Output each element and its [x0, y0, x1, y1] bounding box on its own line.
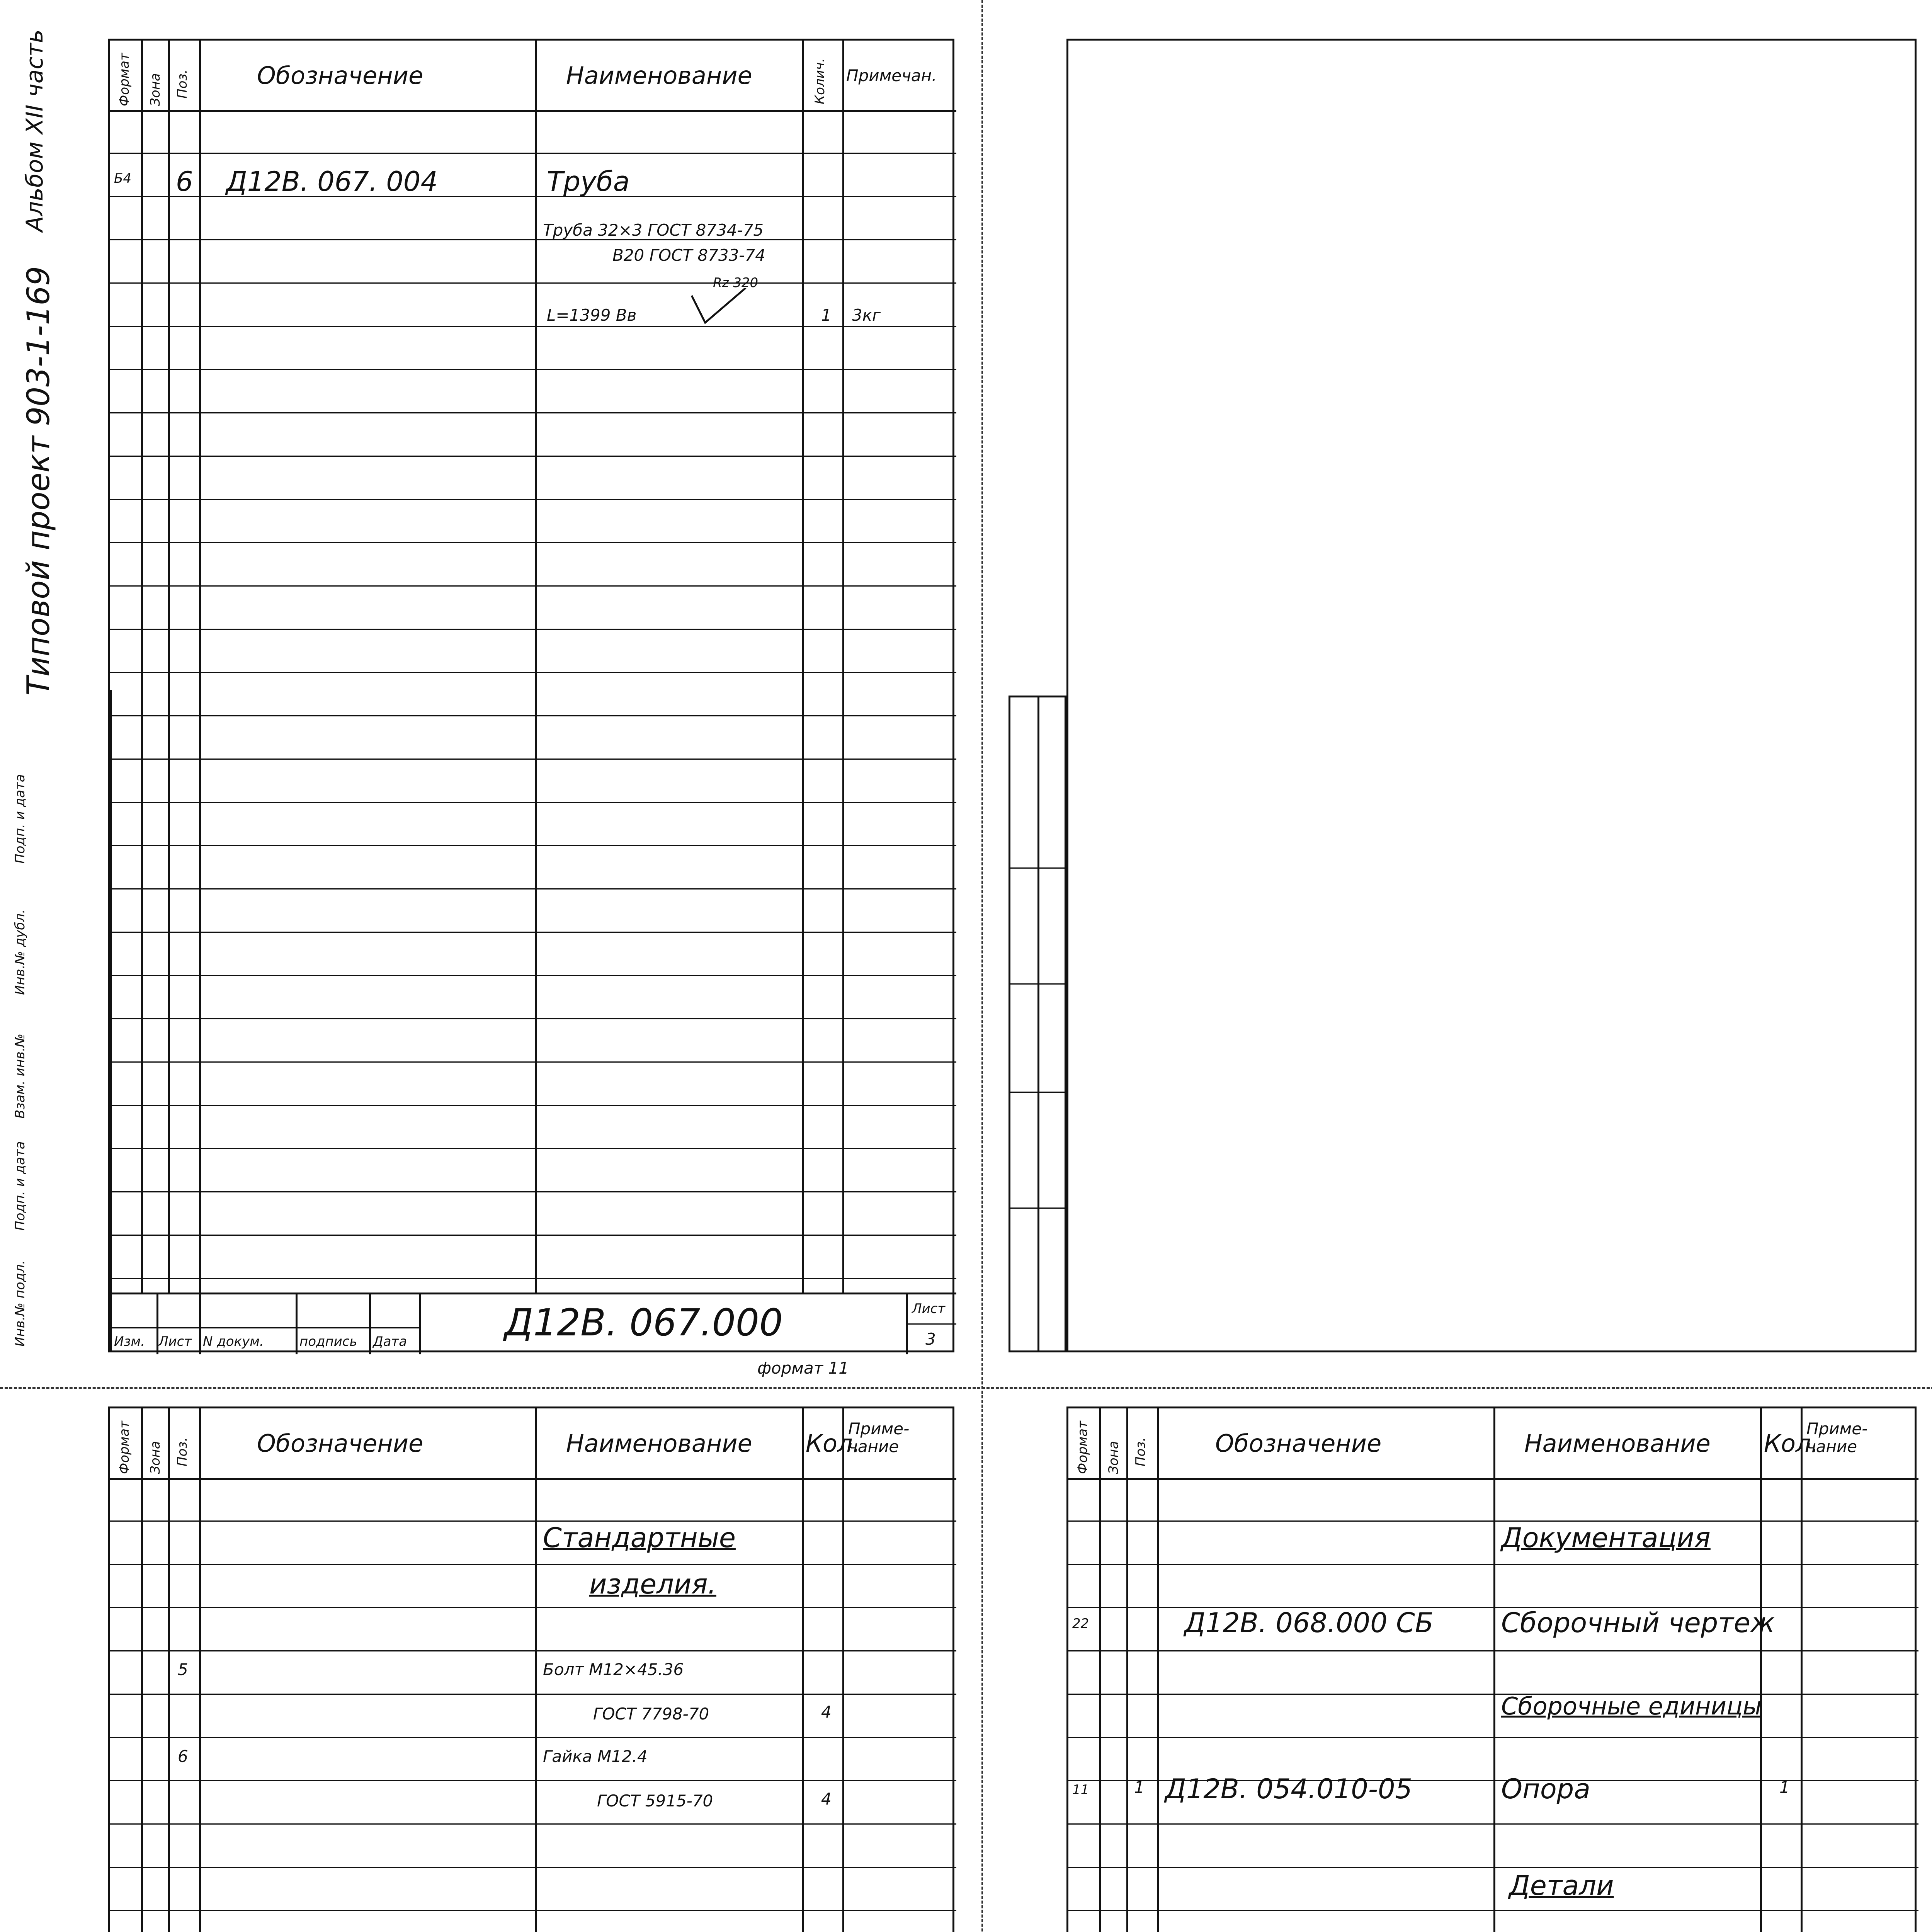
album-label: Альбом XII часть — [21, 29, 48, 232]
stamp-data: Дата — [373, 1334, 407, 1349]
table-row-line — [110, 412, 956, 413]
table-row-line — [1068, 1564, 1918, 1565]
table-row-line — [1068, 1520, 1918, 1522]
table-row-line — [1068, 1694, 1918, 1695]
col-kol: Колич. — [812, 58, 828, 104]
table-row-line — [110, 932, 956, 933]
stamp-ndokum: N докум. — [203, 1334, 264, 1349]
col-poz: Поз. — [175, 69, 190, 99]
stamp-list: Лист — [158, 1334, 192, 1349]
table-row-line — [110, 1694, 956, 1695]
table-row-line — [110, 1520, 956, 1522]
col-format: Формат — [117, 53, 132, 106]
table-row-line — [110, 239, 956, 240]
table-row-line — [110, 1191, 956, 1192]
format-note: формат 11 — [757, 1359, 849, 1378]
col-primech: Примечан. — [846, 66, 937, 85]
row-name: Труба 32×3 ГОСТ 8734-75 — [543, 221, 764, 240]
row-name: Гайка М12.4 — [543, 1747, 648, 1766]
table-row-line — [110, 1780, 956, 1781]
table-row-line — [1068, 1737, 1918, 1738]
table-row-line — [110, 1235, 956, 1236]
table-row-line — [110, 1278, 956, 1279]
table-row-line — [110, 759, 956, 760]
sheet-3 — [108, 1406, 954, 1932]
side-label-podp: Подп. и дата — [12, 774, 28, 864]
table-row-line — [110, 153, 956, 154]
row-poz: 6 — [176, 166, 193, 197]
side-strip — [1009, 696, 1066, 1352]
row-format: Б4 — [114, 171, 131, 186]
roughness-symbol — [690, 288, 748, 327]
table-row-line — [110, 802, 956, 803]
table-row-line — [110, 1564, 956, 1565]
row-kol: 4 — [821, 1702, 832, 1721]
col-naimenovanie: Наименование — [1524, 1429, 1711, 1458]
side-label-inv-dubl: Инв.№ дубл. — [12, 909, 28, 995]
stamp-list-no: 3 — [925, 1330, 936, 1349]
col-poz: Поз. — [1133, 1437, 1148, 1466]
row-name: Болт М12×45.36 — [543, 1660, 684, 1679]
table-row-line — [110, 1607, 956, 1608]
row-poz: 5 — [178, 1660, 188, 1679]
section-assembly: Сборочные единицы — [1501, 1692, 1762, 1720]
table-row-line — [1068, 1867, 1918, 1868]
row-format: 22 — [1072, 1616, 1089, 1631]
col-poz: Поз. — [175, 1437, 190, 1466]
row-oboznachenie: Д12В. 054.010-05 — [1165, 1773, 1413, 1805]
table-row-line — [1068, 1650, 1918, 1651]
col-format: Формат — [1075, 1421, 1090, 1474]
section-parts: Детали — [1509, 1870, 1614, 1901]
row-poz: 6 — [178, 1747, 188, 1766]
table-row-line — [1068, 1780, 1918, 1781]
row-name: Сборочный чертеж — [1501, 1607, 1775, 1639]
row-oboznachenie: Д12В. 068.000 СБ — [1184, 1607, 1434, 1639]
row-name: ГОСТ 5915-70 — [597, 1791, 713, 1810]
side-label-inv-podl: Инв.№ подл. — [12, 1260, 28, 1347]
col-kol: Кол. — [1764, 1429, 1819, 1458]
table-row-line — [110, 845, 956, 846]
project-number: Типовой проект 903-1-169 — [20, 266, 56, 696]
col-zona: Зона — [148, 73, 163, 106]
table-row-line — [110, 629, 956, 630]
col-naimenovanie: Наименование — [566, 61, 752, 90]
row-name: Опора — [1501, 1773, 1591, 1805]
row-prim: 3кг — [852, 306, 881, 325]
table-row-line — [110, 715, 956, 716]
table-row-line — [110, 542, 956, 543]
section-title-a: Стандартные — [543, 1522, 736, 1554]
side-label-vzam: Взам. инв.№ — [12, 1033, 28, 1119]
col-format: Формат — [117, 1421, 132, 1474]
col-oboznachenie: Обозначение — [1215, 1429, 1382, 1458]
table-row-line — [110, 1867, 956, 1868]
col-zona: Зона — [1106, 1441, 1121, 1474]
table-row-line — [110, 1061, 956, 1063]
table-row-line — [110, 1650, 956, 1651]
table-row-line — [110, 585, 956, 587]
row-kol: 1 — [821, 306, 832, 325]
table-row-line — [110, 975, 956, 976]
row-name: В20 ГОСТ 8733-74 — [612, 246, 765, 265]
roughness-label: Rz 320 — [713, 275, 759, 291]
section-title-b: изделия. — [589, 1568, 716, 1600]
col-naimenovanie: Наименование — [566, 1429, 752, 1458]
col-zona: Зона — [148, 1441, 163, 1474]
stamp-designation: Д12В. 067.000 — [504, 1301, 783, 1344]
table-row-line — [110, 1105, 956, 1106]
table-row-line — [1068, 1823, 1918, 1825]
row-name: ГОСТ 7798-70 — [593, 1704, 709, 1723]
sheet-4 — [1066, 1406, 1917, 1932]
stamp-izm: Изм. — [114, 1334, 145, 1349]
row-kol: 4 — [821, 1789, 832, 1808]
table-row-line — [110, 499, 956, 500]
table-row-line — [110, 672, 956, 673]
sheet-2 — [1066, 39, 1917, 1352]
row-name: Труба — [547, 166, 630, 197]
table-row-line — [110, 1823, 956, 1825]
table-row-line — [110, 1737, 956, 1738]
col-kol: Кол. — [806, 1429, 861, 1458]
table-row-line — [110, 888, 956, 889]
section-documentation: Документация — [1501, 1522, 1711, 1554]
table-row-line — [1068, 1910, 1918, 1911]
row-zona: 1 — [1134, 1778, 1145, 1797]
table-row-line — [1068, 1607, 1918, 1608]
table-row-line — [110, 196, 956, 197]
table-row-line — [110, 1910, 956, 1911]
table-row-line — [110, 326, 956, 327]
row-format: 11 — [1072, 1782, 1089, 1798]
stamp-list-label: Лист — [912, 1301, 946, 1316]
stamp-podpis: подпись — [299, 1334, 357, 1349]
col-oboznachenie: Обозначение — [257, 61, 423, 90]
table-row-line — [110, 1148, 956, 1149]
row-oboznachenie: Д12В. 067. 004 — [226, 166, 438, 197]
side-label-podp2: Подп. и дата — [12, 1141, 28, 1231]
col-primech: Приме- чание — [848, 1419, 910, 1456]
table-row-line — [110, 282, 956, 284]
col-primech: Приме- чание — [1806, 1419, 1868, 1456]
table-row-line — [110, 369, 956, 370]
row-kol: 1 — [1779, 1778, 1790, 1797]
col-oboznachenie: Обозначение — [257, 1429, 423, 1458]
table-row-line — [110, 1018, 956, 1019]
row-name: L=1399 Вв — [547, 306, 637, 325]
table-row-line — [110, 456, 956, 457]
